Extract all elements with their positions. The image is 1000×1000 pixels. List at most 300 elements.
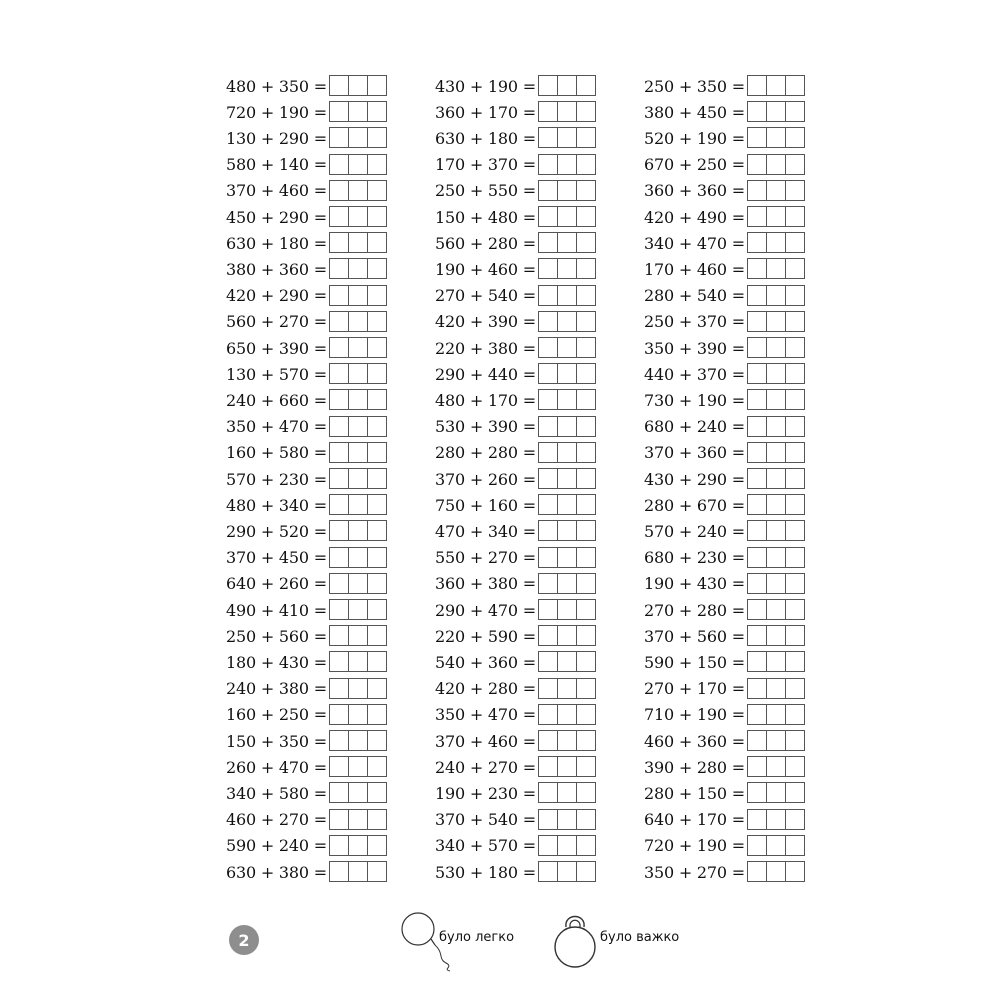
answer-digit-box[interactable] xyxy=(576,520,596,541)
problem-expression: 480 + 170 = xyxy=(435,390,536,410)
answer-digit-box[interactable] xyxy=(367,835,387,856)
answer-digit-box[interactable] xyxy=(785,520,805,541)
answer-digit-box[interactable] xyxy=(785,625,805,646)
answer-digit-box[interactable] xyxy=(766,625,786,646)
answer-digit-box[interactable] xyxy=(329,547,349,568)
answer-digit-box[interactable] xyxy=(557,599,577,620)
answer-digit-box[interactable] xyxy=(766,363,786,384)
answer-digit-box[interactable] xyxy=(329,651,349,672)
answer-digit-box[interactable] xyxy=(367,442,387,463)
answer-digit-box[interactable] xyxy=(785,442,805,463)
answer-digit-box[interactable] xyxy=(348,625,368,646)
answer-digit-box[interactable] xyxy=(785,835,805,856)
answer-digit-box[interactable] xyxy=(557,756,577,777)
answer-digit-box[interactable] xyxy=(538,232,558,253)
answer-digit-box[interactable] xyxy=(348,127,368,148)
answer-digit-box[interactable] xyxy=(329,861,349,882)
answer-digit-box[interactable] xyxy=(367,127,387,148)
answer-digit-box[interactable] xyxy=(576,547,596,568)
answer-digit-box[interactable] xyxy=(367,651,387,672)
answer-digit-box[interactable] xyxy=(348,494,368,515)
answer-digit-box[interactable] xyxy=(785,494,805,515)
answer-digit-box[interactable] xyxy=(538,678,558,699)
answer-digit-box[interactable] xyxy=(785,573,805,594)
answer-digit-box[interactable] xyxy=(785,704,805,725)
answer-digit-box[interactable] xyxy=(576,363,596,384)
answer-digit-box[interactable] xyxy=(785,861,805,882)
answer-digit-box[interactable] xyxy=(538,468,558,489)
answer-digit-box[interactable] xyxy=(766,835,786,856)
answer-digit-box[interactable] xyxy=(329,678,349,699)
answer-digit-box[interactable] xyxy=(747,101,767,122)
answer-digit-box[interactable] xyxy=(557,573,577,594)
answer-digit-box[interactable] xyxy=(576,285,596,306)
answer-digit-box[interactable] xyxy=(348,573,368,594)
answer-digit-box[interactable] xyxy=(538,835,558,856)
answer-digit-box[interactable] xyxy=(329,782,349,803)
answer-digit-box[interactable] xyxy=(367,311,387,332)
answer-digit-box[interactable] xyxy=(747,599,767,620)
problem-row xyxy=(435,389,596,411)
answer-digit-box[interactable] xyxy=(785,809,805,830)
answer-digit-box[interactable] xyxy=(367,547,387,568)
answer-digit-box[interactable] xyxy=(785,416,805,437)
answer-digit-box[interactable] xyxy=(576,442,596,463)
answer-digit-box[interactable] xyxy=(329,363,349,384)
answer-digit-box[interactable] xyxy=(747,363,767,384)
self-assessment-easy[interactable] xyxy=(398,905,538,975)
answer-digit-box[interactable] xyxy=(348,206,368,227)
answer-digit-box[interactable] xyxy=(557,363,577,384)
answer-digit-box[interactable] xyxy=(557,180,577,201)
answer-digit-box[interactable] xyxy=(576,232,596,253)
answer-digit-box[interactable] xyxy=(785,127,805,148)
answer-digit-box[interactable] xyxy=(367,206,387,227)
answer-digit-box[interactable] xyxy=(538,782,558,803)
answer-digit-box[interactable] xyxy=(747,468,767,489)
answer-digit-box[interactable] xyxy=(576,389,596,410)
answer-digit-box[interactable] xyxy=(367,101,387,122)
answer-digit-box[interactable] xyxy=(538,101,558,122)
answer-digit-box[interactable] xyxy=(557,730,577,751)
answer-digit-box[interactable] xyxy=(538,704,558,725)
answer-digit-box[interactable] xyxy=(557,75,577,96)
answer-digit-box[interactable] xyxy=(557,416,577,437)
answer-digit-box[interactable] xyxy=(348,442,368,463)
answer-digit-box[interactable] xyxy=(785,678,805,699)
answer-digit-box[interactable] xyxy=(747,547,767,568)
answer-digit-box[interactable] xyxy=(576,704,596,725)
answer-digit-box[interactable] xyxy=(348,101,368,122)
answer-digit-box[interactable] xyxy=(557,704,577,725)
answer-digit-box[interactable] xyxy=(329,573,349,594)
answer-digit-box[interactable] xyxy=(785,285,805,306)
answer-digit-box[interactable] xyxy=(766,232,786,253)
answer-digit-box[interactable] xyxy=(538,258,558,279)
answer-digit-box[interactable] xyxy=(747,573,767,594)
answer-digit-box[interactable] xyxy=(538,311,558,332)
answer-digit-box[interactable] xyxy=(557,861,577,882)
answer-digit-box[interactable] xyxy=(348,258,368,279)
answer-digit-box[interactable] xyxy=(576,468,596,489)
answer-digit-box[interactable] xyxy=(785,232,805,253)
answer-digit-box[interactable] xyxy=(785,389,805,410)
answer-digit-box[interactable] xyxy=(766,861,786,882)
answer-digit-box[interactable] xyxy=(747,809,767,830)
answer-digit-box[interactable] xyxy=(766,206,786,227)
answer-digit-box[interactable] xyxy=(766,468,786,489)
answer-digit-box[interactable] xyxy=(538,520,558,541)
answer-digit-box[interactable] xyxy=(348,520,368,541)
answer-digit-box[interactable] xyxy=(557,442,577,463)
answer-digit-box[interactable] xyxy=(348,232,368,253)
answer-digit-box[interactable] xyxy=(576,861,596,882)
answer-digit-box[interactable] xyxy=(557,232,577,253)
answer-digit-box[interactable] xyxy=(348,599,368,620)
answer-digit-box[interactable] xyxy=(329,337,349,358)
answer-digit-box[interactable] xyxy=(348,547,368,568)
answer-digit-box[interactable] xyxy=(766,809,786,830)
problem-row xyxy=(226,442,387,464)
answer-digit-box[interactable] xyxy=(747,861,767,882)
answer-boxes xyxy=(538,678,596,700)
answer-digit-box[interactable] xyxy=(557,809,577,830)
answer-digit-box[interactable] xyxy=(576,730,596,751)
answer-digit-box[interactable] xyxy=(766,101,786,122)
answer-digit-box[interactable] xyxy=(367,809,387,830)
answer-digit-box[interactable] xyxy=(367,285,387,306)
problem-expression: 340 + 570 = xyxy=(435,836,536,856)
answer-digit-box[interactable] xyxy=(766,599,786,620)
answer-digit-box[interactable] xyxy=(766,258,786,279)
answer-digit-box[interactable] xyxy=(538,651,558,672)
answer-digit-box[interactable] xyxy=(348,651,368,672)
answer-digit-box[interactable] xyxy=(557,311,577,332)
answer-digit-box[interactable] xyxy=(348,730,368,751)
answer-boxes xyxy=(538,180,596,202)
answer-digit-box[interactable] xyxy=(747,258,767,279)
problem-row xyxy=(644,232,805,254)
answer-digit-box[interactable] xyxy=(538,547,558,568)
answer-digit-box[interactable] xyxy=(766,520,786,541)
answer-digit-box[interactable] xyxy=(747,704,767,725)
answer-digit-box[interactable] xyxy=(785,363,805,384)
answer-digit-box[interactable] xyxy=(538,625,558,646)
answer-digit-box[interactable] xyxy=(557,337,577,358)
answer-digit-box[interactable] xyxy=(538,75,558,96)
answer-digit-box[interactable] xyxy=(576,180,596,201)
answer-digit-box[interactable] xyxy=(348,678,368,699)
answer-digit-box[interactable] xyxy=(747,442,767,463)
answer-digit-box[interactable] xyxy=(576,782,596,803)
answer-digit-box[interactable] xyxy=(329,756,349,777)
answer-digit-box[interactable] xyxy=(785,730,805,751)
problem-row xyxy=(226,180,387,202)
problem-row xyxy=(435,75,596,97)
answer-digit-box[interactable] xyxy=(747,337,767,358)
answer-digit-box[interactable] xyxy=(766,730,786,751)
answer-digit-box[interactable] xyxy=(766,442,786,463)
problem-expression: 180 + 430 = xyxy=(226,652,327,672)
answer-digit-box[interactable] xyxy=(367,416,387,437)
answer-digit-box[interactable] xyxy=(785,311,805,332)
answer-digit-box[interactable] xyxy=(348,809,368,830)
answer-digit-box[interactable] xyxy=(576,494,596,515)
answer-digit-box[interactable] xyxy=(348,285,368,306)
answer-digit-box[interactable] xyxy=(329,75,349,96)
answer-digit-box[interactable] xyxy=(747,389,767,410)
answer-digit-box[interactable] xyxy=(538,599,558,620)
answer-digit-box[interactable] xyxy=(747,625,767,646)
answer-digit-box[interactable] xyxy=(329,494,349,515)
answer-digit-box[interactable] xyxy=(576,625,596,646)
answer-digit-box[interactable] xyxy=(766,311,786,332)
answer-digit-box[interactable] xyxy=(557,651,577,672)
answer-digit-box[interactable] xyxy=(329,127,349,148)
self-assessment-hard[interactable] xyxy=(550,905,690,975)
answer-digit-box[interactable] xyxy=(538,730,558,751)
answer-digit-box[interactable] xyxy=(747,232,767,253)
answer-digit-box[interactable] xyxy=(348,154,368,175)
answer-digit-box[interactable] xyxy=(538,442,558,463)
answer-digit-box[interactable] xyxy=(348,311,368,332)
answer-digit-box[interactable] xyxy=(766,285,786,306)
answer-digit-box[interactable] xyxy=(747,782,767,803)
answer-digit-box[interactable] xyxy=(367,180,387,201)
answer-digit-box[interactable] xyxy=(747,520,767,541)
answer-digit-box[interactable] xyxy=(329,704,349,725)
answer-digit-box[interactable] xyxy=(348,835,368,856)
answer-digit-box[interactable] xyxy=(557,154,577,175)
answer-digit-box[interactable] xyxy=(785,651,805,672)
answer-digit-box[interactable] xyxy=(785,337,805,358)
answer-digit-box[interactable] xyxy=(538,337,558,358)
answer-digit-box[interactable] xyxy=(367,730,387,751)
answer-digit-box[interactable] xyxy=(557,494,577,515)
answer-boxes xyxy=(329,416,387,438)
answer-digit-box[interactable] xyxy=(747,154,767,175)
answer-digit-box[interactable] xyxy=(557,206,577,227)
answer-digit-box[interactable] xyxy=(766,494,786,515)
answer-digit-box[interactable] xyxy=(348,756,368,777)
answer-digit-box[interactable] xyxy=(367,599,387,620)
answer-digit-box[interactable] xyxy=(348,468,368,489)
answer-digit-box[interactable] xyxy=(348,416,368,437)
answer-digit-box[interactable] xyxy=(766,573,786,594)
answer-digit-box[interactable] xyxy=(557,101,577,122)
answer-digit-box[interactable] xyxy=(766,651,786,672)
answer-digit-box[interactable] xyxy=(576,258,596,279)
answer-digit-box[interactable] xyxy=(766,180,786,201)
answer-digit-box[interactable] xyxy=(538,154,558,175)
answer-digit-box[interactable] xyxy=(576,75,596,96)
answer-digit-box[interactable] xyxy=(576,311,596,332)
answer-digit-box[interactable] xyxy=(785,75,805,96)
answer-digit-box[interactable] xyxy=(367,704,387,725)
answer-digit-box[interactable] xyxy=(785,101,805,122)
answer-boxes xyxy=(538,861,596,883)
answer-digit-box[interactable] xyxy=(538,363,558,384)
answer-digit-box[interactable] xyxy=(785,258,805,279)
answer-digit-box[interactable] xyxy=(747,651,767,672)
answer-digit-box[interactable] xyxy=(785,782,805,803)
answer-digit-box[interactable] xyxy=(329,154,349,175)
answer-digit-box[interactable] xyxy=(766,782,786,803)
answer-digit-box[interactable] xyxy=(766,154,786,175)
answer-digit-box[interactable] xyxy=(348,180,368,201)
answer-digit-box[interactable] xyxy=(329,389,349,410)
answer-digit-box[interactable] xyxy=(766,704,786,725)
answer-digit-box[interactable] xyxy=(557,258,577,279)
answer-digit-box[interactable] xyxy=(538,861,558,882)
answer-digit-box[interactable] xyxy=(766,678,786,699)
answer-digit-box[interactable] xyxy=(557,835,577,856)
answer-digit-box[interactable] xyxy=(538,206,558,227)
problem-expression: 450 + 290 = xyxy=(226,207,327,227)
answer-digit-box[interactable] xyxy=(348,782,368,803)
answer-digit-box[interactable] xyxy=(557,782,577,803)
answer-digit-box[interactable] xyxy=(747,127,767,148)
answer-digit-box[interactable] xyxy=(367,625,387,646)
answer-digit-box[interactable] xyxy=(747,835,767,856)
answer-digit-box[interactable] xyxy=(348,861,368,882)
answer-digit-box[interactable] xyxy=(348,75,368,96)
answer-digit-box[interactable] xyxy=(329,416,349,437)
answer-digit-box[interactable] xyxy=(747,206,767,227)
answer-digit-box[interactable] xyxy=(538,127,558,148)
answer-digit-box[interactable] xyxy=(348,337,368,358)
answer-digit-box[interactable] xyxy=(367,782,387,803)
answer-digit-box[interactable] xyxy=(538,756,558,777)
answer-digit-box[interactable] xyxy=(329,599,349,620)
answer-digit-box[interactable] xyxy=(329,206,349,227)
answer-digit-box[interactable] xyxy=(747,678,767,699)
answer-digit-box[interactable] xyxy=(367,258,387,279)
answer-digit-box[interactable] xyxy=(576,206,596,227)
answer-digit-box[interactable] xyxy=(557,678,577,699)
answer-digit-box[interactable] xyxy=(367,573,387,594)
answer-digit-box[interactable] xyxy=(557,468,577,489)
answer-digit-box[interactable] xyxy=(329,232,349,253)
answer-digit-box[interactable] xyxy=(747,416,767,437)
answer-digit-box[interactable] xyxy=(348,704,368,725)
answer-digit-box[interactable] xyxy=(367,520,387,541)
answer-digit-box[interactable] xyxy=(576,416,596,437)
answer-digit-box[interactable] xyxy=(747,494,767,515)
answer-digit-box[interactable] xyxy=(766,337,786,358)
answer-digit-box[interactable] xyxy=(576,127,596,148)
answer-digit-box[interactable] xyxy=(576,154,596,175)
answer-digit-box[interactable] xyxy=(367,494,387,515)
answer-digit-box[interactable] xyxy=(329,468,349,489)
answer-digit-box[interactable] xyxy=(766,389,786,410)
answer-digit-box[interactable] xyxy=(367,678,387,699)
answer-digit-box[interactable] xyxy=(538,285,558,306)
answer-digit-box[interactable] xyxy=(557,389,577,410)
answer-digit-box[interactable] xyxy=(576,599,596,620)
answer-digit-box[interactable] xyxy=(785,180,805,201)
answer-digit-box[interactable] xyxy=(576,101,596,122)
answer-digit-box[interactable] xyxy=(747,756,767,777)
answer-digit-box[interactable] xyxy=(367,468,387,489)
answer-digit-box[interactable] xyxy=(538,809,558,830)
answer-digit-box[interactable] xyxy=(576,337,596,358)
answer-digit-box[interactable] xyxy=(785,468,805,489)
answer-digit-box[interactable] xyxy=(538,494,558,515)
answer-digit-box[interactable] xyxy=(329,311,349,332)
answer-digit-box[interactable] xyxy=(329,442,349,463)
answer-digit-box[interactable] xyxy=(538,416,558,437)
answer-digit-box[interactable] xyxy=(538,389,558,410)
answer-digit-box[interactable] xyxy=(785,547,805,568)
answer-digit-box[interactable] xyxy=(367,337,387,358)
answer-digit-box[interactable] xyxy=(766,416,786,437)
answer-boxes xyxy=(329,75,387,97)
answer-digit-box[interactable] xyxy=(785,756,805,777)
answer-digit-box[interactable] xyxy=(557,127,577,148)
answer-digit-box[interactable] xyxy=(329,809,349,830)
answer-digit-box[interactable] xyxy=(766,127,786,148)
answer-digit-box[interactable] xyxy=(785,154,805,175)
answer-digit-box[interactable] xyxy=(766,547,786,568)
answer-digit-box[interactable] xyxy=(747,285,767,306)
answer-digit-box[interactable] xyxy=(329,180,349,201)
answer-digit-box[interactable] xyxy=(766,75,786,96)
answer-digit-box[interactable] xyxy=(329,101,349,122)
answer-digit-box[interactable] xyxy=(785,206,805,227)
answer-digit-box[interactable] xyxy=(367,232,387,253)
answer-digit-box[interactable] xyxy=(747,180,767,201)
problem-row xyxy=(226,599,387,621)
problem-expression: 630 + 380 = xyxy=(226,862,327,882)
answer-digit-box[interactable] xyxy=(576,835,596,856)
answer-digit-box[interactable] xyxy=(557,285,577,306)
answer-digit-box[interactable] xyxy=(367,389,387,410)
answer-digit-box[interactable] xyxy=(367,861,387,882)
problem-row xyxy=(644,782,805,804)
answer-digit-box[interactable] xyxy=(766,756,786,777)
answer-digit-box[interactable] xyxy=(367,756,387,777)
answer-digit-box[interactable] xyxy=(576,809,596,830)
answer-digit-box[interactable] xyxy=(557,625,577,646)
answer-digit-box[interactable] xyxy=(367,154,387,175)
answer-digit-box[interactable] xyxy=(576,573,596,594)
answer-digit-box[interactable] xyxy=(576,756,596,777)
answer-digit-box[interactable] xyxy=(367,75,387,96)
answer-digit-box[interactable] xyxy=(329,730,349,751)
answer-digit-box[interactable] xyxy=(576,678,596,699)
answer-digit-box[interactable] xyxy=(747,730,767,751)
answer-digit-box[interactable] xyxy=(348,363,368,384)
answer-digit-box[interactable] xyxy=(329,625,349,646)
answer-digit-box[interactable] xyxy=(538,573,558,594)
answer-boxes xyxy=(329,389,387,411)
answer-digit-box[interactable] xyxy=(329,258,349,279)
answer-digit-box[interactable] xyxy=(329,520,349,541)
answer-digit-box[interactable] xyxy=(557,547,577,568)
answer-digit-box[interactable] xyxy=(538,180,558,201)
answer-digit-box[interactable] xyxy=(785,599,805,620)
answer-digit-box[interactable] xyxy=(367,363,387,384)
answer-digit-box[interactable] xyxy=(747,75,767,96)
answer-digit-box[interactable] xyxy=(576,651,596,672)
answer-digit-box[interactable] xyxy=(329,285,349,306)
answer-boxes xyxy=(538,232,596,254)
answer-digit-box[interactable] xyxy=(329,835,349,856)
answer-digit-box[interactable] xyxy=(747,311,767,332)
answer-digit-box[interactable] xyxy=(348,389,368,410)
answer-digit-box[interactable] xyxy=(557,520,577,541)
